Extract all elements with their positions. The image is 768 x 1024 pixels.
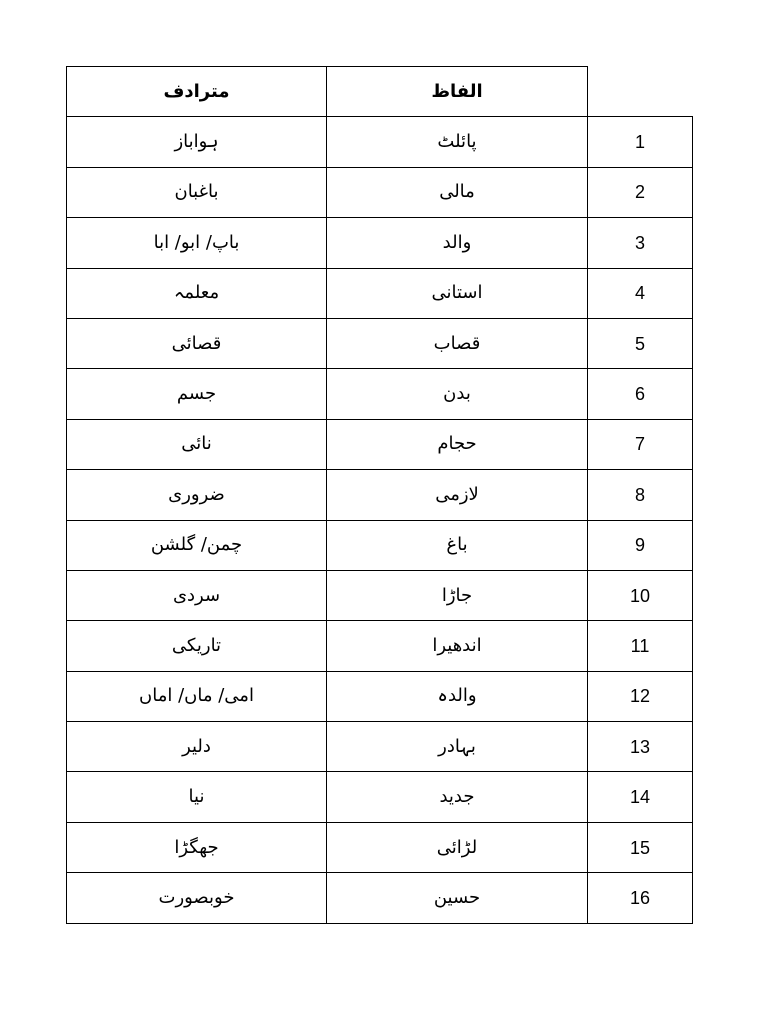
word-cell: اندھیرا — [327, 621, 588, 671]
table-row — [67, 520, 693, 570]
synonym-cell: ہواباز — [67, 117, 327, 167]
synonym-cell: نیا — [67, 772, 327, 822]
row-number: 10 — [588, 570, 693, 620]
synonym-cell: امی/ ماں/ اماں — [67, 671, 327, 721]
table-row — [67, 117, 693, 167]
synonym-cell: باپ/ ابو/ ابا — [67, 218, 327, 268]
word-cell: بدن — [327, 369, 588, 419]
vocabulary-sheet — [66, 66, 692, 924]
table-row — [67, 218, 693, 268]
row-number: 16 — [588, 873, 693, 923]
synonym-cell: دلیر — [67, 722, 327, 772]
row-number: 8 — [588, 470, 693, 520]
synonym-cell: سردی — [67, 570, 327, 620]
row-number: 12 — [588, 671, 693, 721]
word-cell: لازمی — [327, 470, 588, 520]
word-cell: باغ — [327, 520, 588, 570]
table-row — [67, 671, 693, 721]
table-row — [67, 268, 693, 318]
table-row — [67, 772, 693, 822]
synonym-cell: جھگڑا — [67, 822, 327, 872]
table-row — [67, 722, 693, 772]
header-word: الفاظ — [327, 67, 588, 117]
word-cell: حجام — [327, 419, 588, 469]
word-cell: جاڑا — [327, 570, 588, 620]
word-cell: والد — [327, 218, 588, 268]
synonyms-table — [66, 66, 693, 924]
synonym-cell: قصائی — [67, 318, 327, 368]
row-number: 3 — [588, 218, 693, 268]
word-cell: استانی — [327, 268, 588, 318]
synonym-cell: چمن/ گلشن — [67, 520, 327, 570]
row-number: 14 — [588, 772, 693, 822]
table-row — [67, 822, 693, 872]
synonym-cell: جسم — [67, 369, 327, 419]
word-cell: قصاب — [327, 318, 588, 368]
word-cell: جدید — [327, 772, 588, 822]
synonym-cell: تاریکی — [67, 621, 327, 671]
row-number: 1 — [588, 117, 693, 167]
word-cell: بہادر — [327, 722, 588, 772]
synonym-cell: خوبصورت — [67, 873, 327, 923]
table-row — [67, 419, 693, 469]
word-cell: پائلٹ — [327, 117, 588, 167]
table-row — [67, 470, 693, 520]
table-header-row — [67, 67, 693, 117]
word-cell: مالی — [327, 167, 588, 217]
table-row — [67, 369, 693, 419]
row-number: 15 — [588, 822, 693, 872]
row-number: 9 — [588, 520, 693, 570]
table-row — [67, 167, 693, 217]
table-row — [67, 873, 693, 923]
word-cell: حسین — [327, 873, 588, 923]
row-number: 4 — [588, 268, 693, 318]
row-number: 7 — [588, 419, 693, 469]
table-row — [67, 570, 693, 620]
synonym-cell: معلمہ — [67, 268, 327, 318]
row-number: 11 — [588, 621, 693, 671]
row-number: 2 — [588, 167, 693, 217]
header-blank-corner — [588, 67, 693, 117]
synonym-cell: باغبان — [67, 167, 327, 217]
row-number: 5 — [588, 318, 693, 368]
word-cell: والدہ — [327, 671, 588, 721]
synonym-cell: ضروری — [67, 470, 327, 520]
word-cell: لڑائی — [327, 822, 588, 872]
table-row — [67, 621, 693, 671]
header-synonym: مترادف — [67, 67, 327, 117]
table-row — [67, 318, 693, 368]
synonym-cell: نائی — [67, 419, 327, 469]
row-number: 13 — [588, 722, 693, 772]
row-number: 6 — [588, 369, 693, 419]
